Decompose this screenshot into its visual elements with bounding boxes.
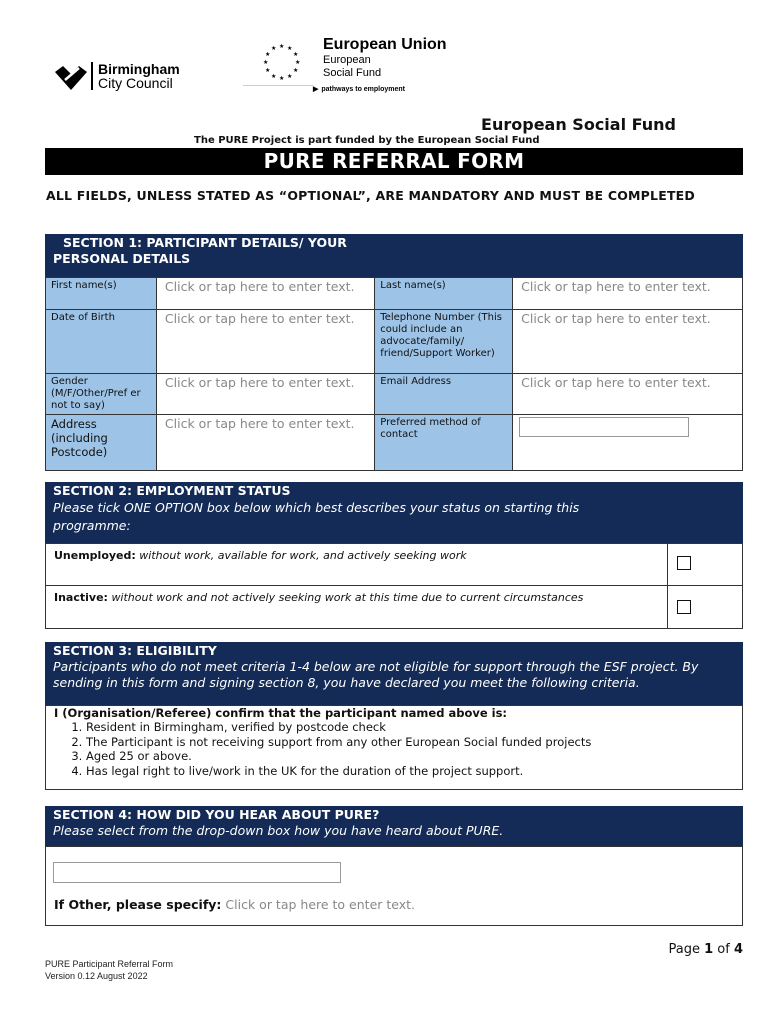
- participant-details-table: [45, 277, 743, 471]
- address-field[interactable]: Click or tap here to enter text.: [156, 415, 374, 471]
- telephone-field[interactable]: Click or tap here to enter text.: [513, 310, 743, 374]
- svg-text:★: ★: [263, 59, 269, 66]
- address-label: Address (including Postcode): [46, 415, 157, 471]
- mandatory-note: ALL FIELDS, UNLESS STATED AS “OPTIONAL”, ARE MANDATORY AND MUST BE COMPLETED: [46, 188, 695, 203]
- contact-method-cell: [513, 415, 743, 471]
- last-name-field[interactable]: Click or tap here to enter text.: [513, 278, 743, 310]
- eligibility-confirm: I (Organisation/Referee) confirm that the participant named above is:: [54, 706, 508, 720]
- list-item: 2. The Participant is not receiving support from any other European Social funded projects: [86, 735, 734, 750]
- section4-header: SECTION 4: HOW DID YOU HEAR ABOUT PURE? Please select from the drop-down box how you have heard about PURE.: [45, 806, 743, 846]
- inactive-checkbox[interactable]: [677, 600, 691, 614]
- eu-logo-text: European Union European Social Fund: [323, 36, 447, 79]
- unemployed-checkbox[interactable]: [677, 556, 691, 570]
- eu-tagline: ▶ pathways to employment: [313, 85, 405, 93]
- funded-line: The PURE Project is part funded by the European Social Fund: [194, 135, 540, 146]
- first-name-field[interactable]: Click or tap here to enter text.: [156, 278, 374, 310]
- section2-header: SECTION 2: EMPLOYMENT STATUS Please tick ONE OPTION box below which best describes your status on starting this programme:: [45, 482, 743, 543]
- email-field[interactable]: Click or tap here to enter text.: [513, 374, 743, 415]
- svg-text:★: ★: [265, 51, 271, 58]
- contact-method-dropdown[interactable]: [519, 417, 689, 437]
- employment-option-inactive: Inactive: without work and not actively seeking work at this time due to current circumstances: [45, 585, 743, 629]
- other-specify-label: If Other, please specify:: [54, 897, 222, 912]
- hear-about-dropdown[interactable]: [53, 862, 341, 883]
- svg-text:★: ★: [287, 73, 293, 80]
- section3-header: SECTION 3: ELIGIBILITY Participants who do not meet criteria 1-4 below are not eligible for support through the ESF project. By sending in this form and signing section 8, you have declared you meet the following criteria.: [45, 642, 743, 705]
- last-name-label: Last name(s): [375, 278, 513, 310]
- svg-text:★: ★: [279, 75, 285, 82]
- dob-field[interactable]: Click or tap here to enter text.: [156, 310, 374, 374]
- eu-logo-rule: [243, 85, 313, 86]
- dob-label: Date of Birth: [46, 310, 157, 374]
- svg-text:★: ★: [279, 43, 285, 50]
- svg-text:★: ★: [271, 45, 277, 52]
- council-heart-icon: [53, 64, 89, 92]
- svg-text:★: ★: [295, 59, 301, 66]
- page-number: Page 1 of 4: [668, 942, 743, 957]
- first-name-label: First name(s): [46, 278, 157, 310]
- list-item: 3. Aged 25 or above.: [86, 749, 734, 764]
- gender-field[interactable]: Click or tap here to enter text.: [156, 374, 374, 415]
- gender-label: Gender (M/F/Other/Pref er not to say): [46, 374, 157, 415]
- esf-heading: European Social Fund: [481, 115, 676, 134]
- email-label: Email Address: [375, 374, 513, 415]
- svg-text:★: ★: [287, 45, 293, 52]
- svg-text:★: ★: [293, 51, 299, 58]
- eligibility-body: [45, 705, 743, 790]
- other-specify-field[interactable]: Click or tap here to enter text.: [225, 897, 416, 912]
- list-item: 4. Has legal right to live/work in the UK for the duration of the project support.: [86, 764, 734, 779]
- section1-header: SECTION 1: PARTICIPANT DETAILS/ YOUR PERSONAL DETAILS: [45, 234, 743, 278]
- employment-option-unemployed: Unemployed: without work, available for work, and actively seeking work: [45, 543, 743, 586]
- form-title: PURE REFERRAL FORM: [45, 148, 743, 175]
- birmingham-city-council-logo: [53, 62, 203, 94]
- council-name: Birmingham City Council: [91, 62, 180, 90]
- hear-about-body: [45, 846, 743, 926]
- eu-stars-icon: [258, 40, 308, 86]
- telephone-label: Telephone Number (This could include an advocate/family/ friend/Support Worker): [375, 310, 513, 374]
- document-footer: PURE Participant Referral Form Version 0.12 August 2022: [45, 959, 174, 981]
- svg-text:★: ★: [293, 67, 299, 74]
- eligibility-criteria-list: [76, 720, 734, 778]
- svg-text:★: ★: [265, 67, 271, 74]
- list-item: 1. Resident in Birmingham, verified by postcode check: [86, 720, 734, 735]
- contact-method-label: Preferred method of contact: [375, 415, 513, 471]
- svg-text:★: ★: [271, 73, 277, 80]
